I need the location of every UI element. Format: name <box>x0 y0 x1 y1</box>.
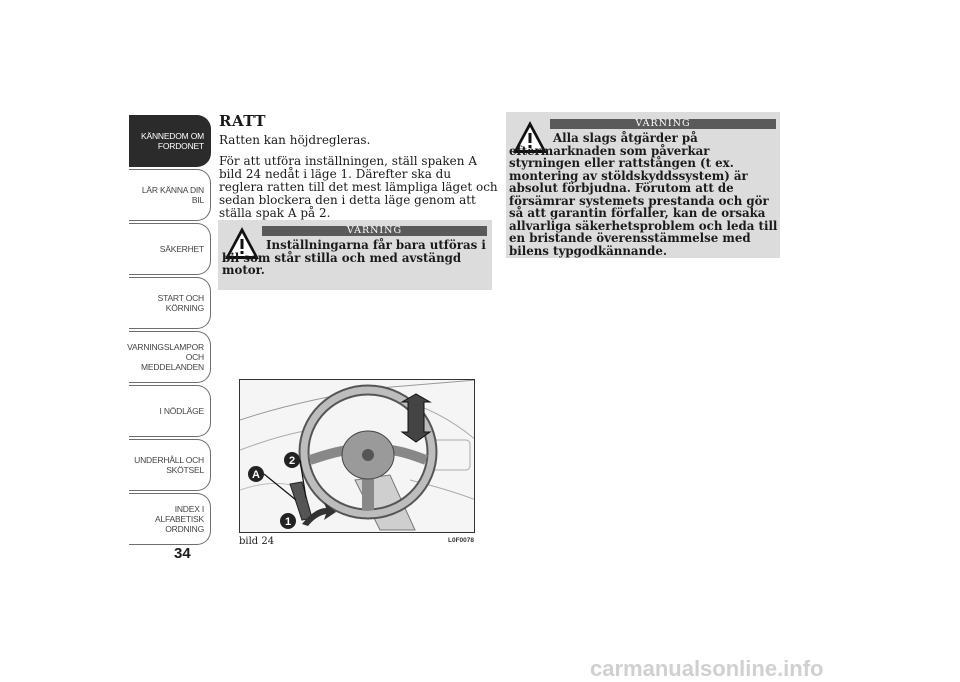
label-a: A <box>252 469 260 481</box>
label-2: 2 <box>288 455 296 467</box>
tab-index[interactable] <box>129 493 211 545</box>
steering-wheel-illustration <box>240 380 475 533</box>
paragraph-instructions: För att utföra inställningen, ställ spaken A bild 24 nedåt i läge 1. Därefter ska du reglera ratten till det mest lämpliga läget och sedan blockera den i detta läge genom att ställa spak A på 2. <box>219 154 498 220</box>
tab-label: I NÖDLÄGE <box>159 406 204 416</box>
tab-lar-kanna-din-bil[interactable] <box>129 169 211 221</box>
tab-label: KÄNNEDOM OM FORDONET <box>141 131 204 151</box>
warning-heading: VARNING <box>550 119 776 129</box>
chapter-tabs <box>129 115 211 547</box>
warning-box-settings <box>218 220 492 290</box>
tab-underhall-och-skotsel[interactable] <box>129 439 211 491</box>
warning-heading: VARNING <box>262 226 487 236</box>
tab-kannedom-om-fordonet[interactable] <box>129 115 211 167</box>
warning-text: Alla slags åtgärder på eftermarknaden som påverkar styrningen eller rattstången (t ex. montering av stöldskyddssystem) är absolut förbjudna. Förutom att de försämrar systemets prestanda och gör så att garantin förfaller, kan de orsaka allvarliga säkerhetsproblem och leda till en bristande överensstämmelse med bilens typgodkännande. <box>509 131 778 258</box>
tab-label: VARNINGSLAMPOR OCH MEDDELANDEN <box>127 342 204 372</box>
tab-varningslampor[interactable] <box>129 331 211 383</box>
watermark: carmanualsonline.info <box>590 656 824 681</box>
label-1: 1 <box>284 516 292 528</box>
steering-wheel-figure <box>239 379 475 533</box>
tab-label: UNDERHÅLL OCH SKÖTSEL <box>134 455 204 475</box>
tab-label: SÄKERHET <box>159 244 204 254</box>
tab-i-nodlage[interactable] <box>129 385 211 437</box>
page-number: 34 <box>174 545 191 562</box>
figure-caption: bild 24 <box>239 536 275 547</box>
figure-code: L0F0078 <box>448 537 475 544</box>
tab-label: INDEX I ALFABETISK ORDNING <box>154 504 204 534</box>
section-title: RATT <box>219 112 267 130</box>
paragraph-intro: Ratten kan höjdregleras. <box>219 133 371 147</box>
tab-sakerhet[interactable] <box>129 223 211 275</box>
tab-label: START OCH KÖRNING <box>157 293 204 313</box>
warning-text: Inställningarna får bara utföras i bil som står stilla och med avstängd motor. <box>222 238 486 277</box>
tab-start-och-korning[interactable] <box>129 277 211 329</box>
tab-label: LÄR KÄNNA DIN BIL <box>141 185 204 205</box>
warning-box-modifications <box>506 112 780 258</box>
